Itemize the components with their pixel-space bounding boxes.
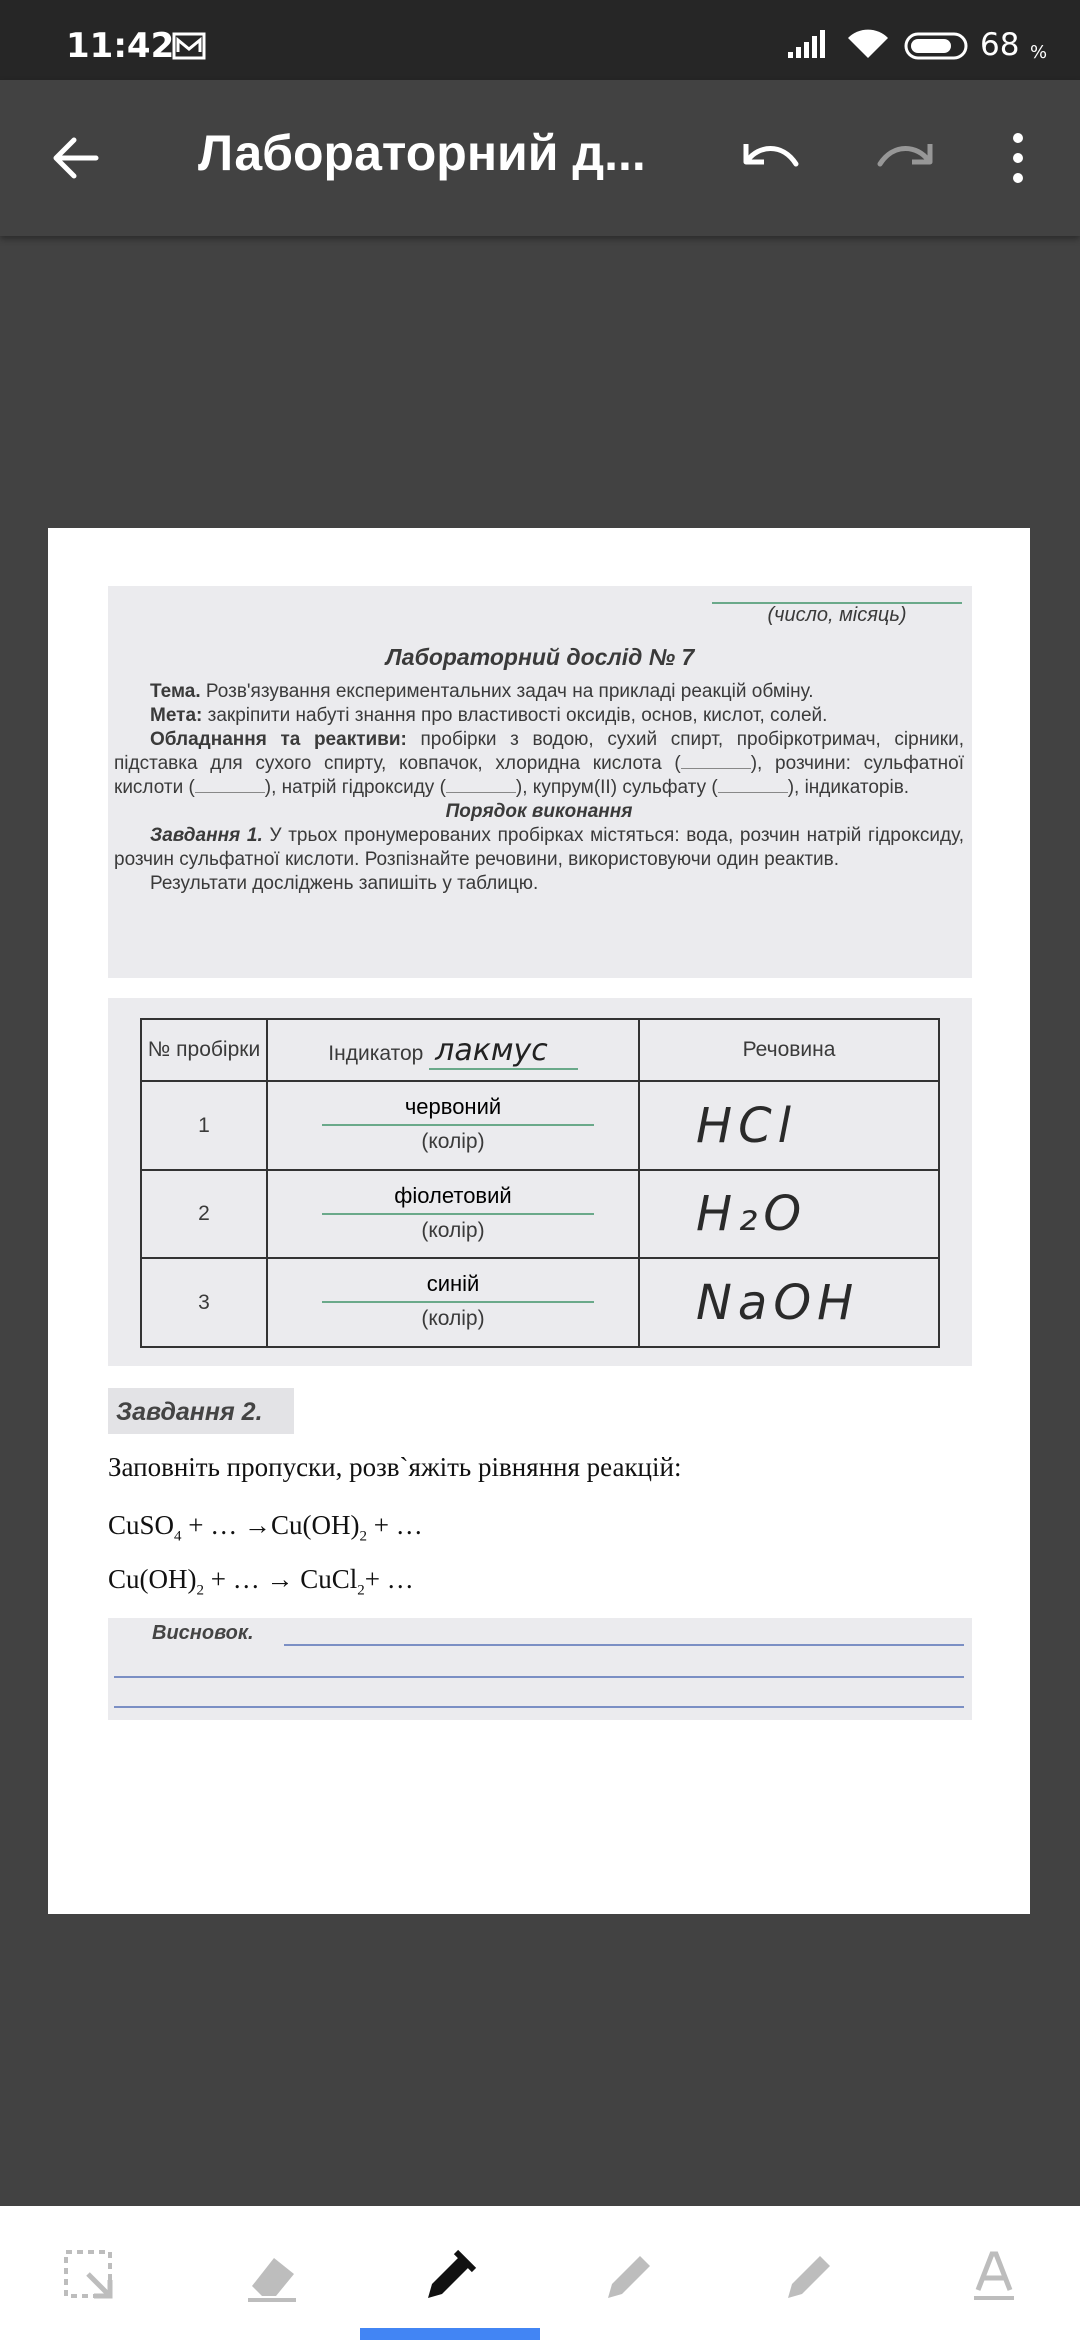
goal-label: Мета: <box>150 705 203 726</box>
worksheet-scan-top <box>108 586 972 978</box>
theme-label: Тема. <box>150 681 201 702</box>
col-indicator-header <box>267 1019 639 1081</box>
wifi-icon <box>846 28 890 65</box>
pen-icon[interactable] <box>418 2244 482 2308</box>
marker-icon[interactable] <box>598 2244 662 2308</box>
worksheet-scan-table <box>108 998 972 1366</box>
date-caption: (число, місяць) <box>712 602 962 627</box>
equipment-text: ), індикаторів. <box>787 777 910 798</box>
battery-percent: 68 <box>980 27 1020 63</box>
eq-part: + … <box>364 1564 414 1594</box>
table-row <box>141 1081 939 1170</box>
answer-line <box>114 1676 964 1678</box>
procedure-heading: Порядок виконання <box>445 801 633 822</box>
substance-value: H₂O <box>639 1170 939 1259</box>
color-cell <box>267 1081 639 1170</box>
table-row <box>141 1170 939 1259</box>
answer-line <box>322 1124 594 1126</box>
equation-1 <box>108 1510 423 1545</box>
answer-line <box>322 1213 594 1215</box>
color-value: червоний <box>404 1094 502 1120</box>
eq-subscript: 2 <box>357 1582 365 1599</box>
battery-icon <box>904 32 972 65</box>
text-icon[interactable] <box>962 2244 1026 2308</box>
equipment-label: Обладнання та реактиви: <box>150 729 407 750</box>
indicator-label: Індикатор <box>328 1041 424 1065</box>
table-row <box>141 1258 939 1347</box>
battery-percent-sign: % <box>1030 42 1048 63</box>
color-value: фіолетовий <box>394 1182 512 1208</box>
color-caption: (колір) <box>421 1130 485 1154</box>
eq-subscript: 2 <box>196 1582 204 1599</box>
indicator-handwritten: лакмус <box>429 1033 578 1070</box>
eraser-icon[interactable] <box>238 2244 302 2308</box>
eq-part: + … <box>367 1510 423 1540</box>
tube-number: 2 <box>141 1170 267 1259</box>
color-value: синій <box>426 1271 480 1297</box>
eq-part: CuSO <box>108 1510 175 1540</box>
app-bar <box>0 80 1080 236</box>
mail-icon <box>172 32 206 65</box>
equipment-text: пробірки з водою, сухий спирт, пробіркотримач, сірники, підставка для сухого спирту, ковпачок, хлоридна кислота ( <box>114 729 965 774</box>
document-title: Лабораторний д... <box>198 125 646 181</box>
task1-label: Завдання 1. <box>150 825 263 846</box>
highlighter-icon[interactable] <box>778 2244 842 2308</box>
tube-number: 3 <box>141 1258 267 1347</box>
blank-field <box>681 768 751 769</box>
tube-number: 1 <box>141 1081 267 1170</box>
status-bar <box>0 0 1080 80</box>
results-text: Результати досліджень запишіть у таблицю. <box>150 873 539 894</box>
annotation-toolbar <box>0 2206 1080 2340</box>
status-time: 11:42 <box>66 26 175 66</box>
conclusion-scan <box>108 1618 972 1720</box>
lab-heading: Лабораторний дослід № 7 <box>385 644 695 670</box>
eq-part: + … → CuCl <box>204 1564 358 1594</box>
substance-value: HCl <box>639 1081 939 1170</box>
color-caption: (колір) <box>421 1218 485 1242</box>
lab-body <box>114 680 964 896</box>
eq-part: + … →Cu(OH) <box>181 1510 360 1540</box>
blank-field <box>195 792 265 793</box>
document-page[interactable] <box>48 528 1030 1914</box>
conclusion-label: Висновок. <box>152 1622 254 1644</box>
select-icon[interactable] <box>58 2244 122 2308</box>
color-caption: (колір) <box>421 1307 485 1331</box>
color-cell <box>267 1258 639 1347</box>
signal-icon <box>788 30 830 63</box>
equipment-text: ), розчини: сульфатної кислоти ( <box>114 753 965 798</box>
task2-text: Заповніть пропуски, розв`яжіть рівняння реакцій: <box>108 1452 682 1482</box>
redo-icon[interactable] <box>872 130 936 191</box>
eq-subscript: 2 <box>359 1528 367 1545</box>
equipment-text: ), купрум(ІІ) сульфату ( <box>515 777 718 798</box>
task1-text: У трьох пронумерованих пробірках містяться: вода, розчин натрій гідроксиду, розчин сульфатної кислоти. Розпізнайте речовини, використовуючи один реактив. <box>114 825 965 870</box>
blank-field <box>718 792 788 793</box>
answer-line <box>322 1301 594 1303</box>
back-arrow-icon[interactable] <box>48 130 104 191</box>
col-tube-header: № пробірки <box>141 1019 267 1081</box>
theme-text: Розв'язування експериментальних задач на прикладі реакцій обміну. <box>205 681 814 702</box>
eq-subscript: 4 <box>174 1528 182 1545</box>
answer-line <box>114 1706 964 1708</box>
goal-text: закріпити набуті знання про властивості оксидів, основ, кислот, солей. <box>207 705 828 726</box>
active-tool-indicator <box>360 2328 540 2340</box>
equation-2 <box>108 1564 414 1599</box>
more-vert-icon[interactable] <box>1006 128 1030 193</box>
blank-field <box>446 792 516 793</box>
color-cell <box>267 1170 639 1259</box>
eq-part: Cu(OH) <box>108 1564 197 1594</box>
equipment-text: ), натрій гідроксиду ( <box>264 777 446 798</box>
answer-line <box>284 1644 964 1646</box>
substance-value: NaOH <box>639 1258 939 1347</box>
task2-label: Завдання 2. <box>108 1388 294 1434</box>
undo-icon[interactable] <box>740 130 804 191</box>
col-substance-header: Речовина <box>639 1019 939 1081</box>
results-table <box>140 1018 940 1348</box>
